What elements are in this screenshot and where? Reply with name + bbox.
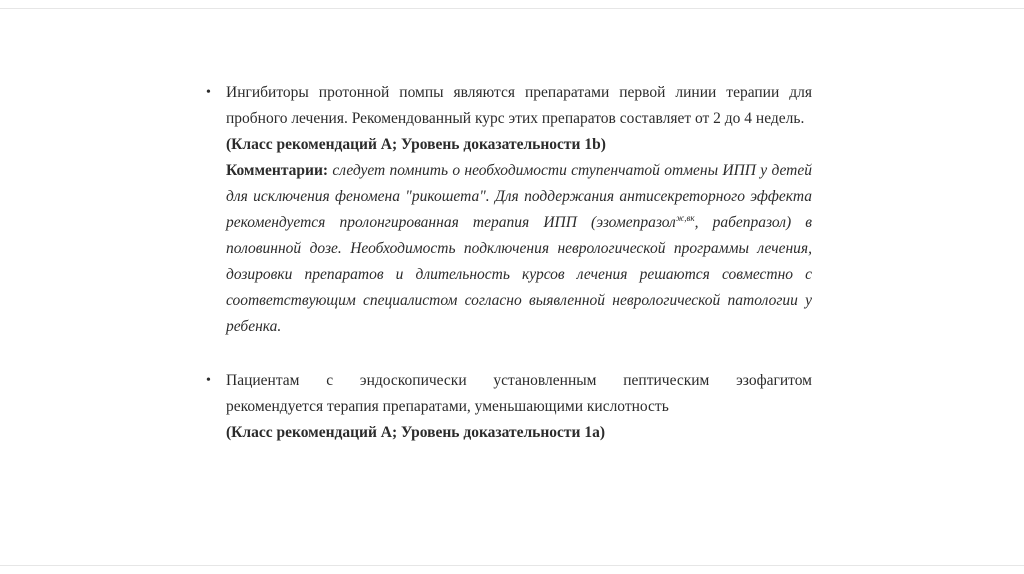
comment-superscript: ж,вк [675, 212, 695, 223]
recommendation-level: (Класс рекомендаций A; Уровень доказательности 1b) [226, 136, 606, 153]
bullet-item-ppi [206, 80, 812, 340]
comment-text-part2: , рабепразол) в половинной дозе. Необходимость подключения неврологической программы лечения, дозировки препаратов и длительность курсов лечения решаются совместно с соответствующим специалистом согласно выявленной неврологической патологии у ребенка. [226, 214, 813, 335]
comment-paragraph [226, 158, 812, 340]
recommendation-level: (Класс рекомендаций A; Уровень доказательности 1a) [226, 424, 606, 441]
bottom-divider [0, 565, 1024, 566]
comment-text-part1: следует помнить о необходимости ступенчатой отмены ИПП у детей для исключения феномена "рикошета". Для поддержания антисекреторного эффекта рекомендуется пролонгированная терапия ИПП (эзомепразол [226, 162, 812, 231]
bullet-icon: • [206, 373, 211, 388]
item-text: Ингибиторы протонной помпы являются препаратами первой линии терапии для пробного лечения. Рекомендованный курс этих препаратов составляет от 2 до 4 недель. [226, 84, 812, 127]
comment-label: Комментарии: [226, 162, 329, 179]
top-divider [0, 8, 1024, 9]
item-text-line-2: рекомендуется терапия препаратами, уменьшающими кислотность [226, 398, 669, 415]
item-text-line-1: Пациентам с эндоскопически установленным пептическим эзофагитом [226, 372, 812, 389]
bullet-icon: • [206, 85, 211, 100]
document-content [206, 80, 812, 446]
bullet-item-esophagitis [206, 368, 812, 446]
